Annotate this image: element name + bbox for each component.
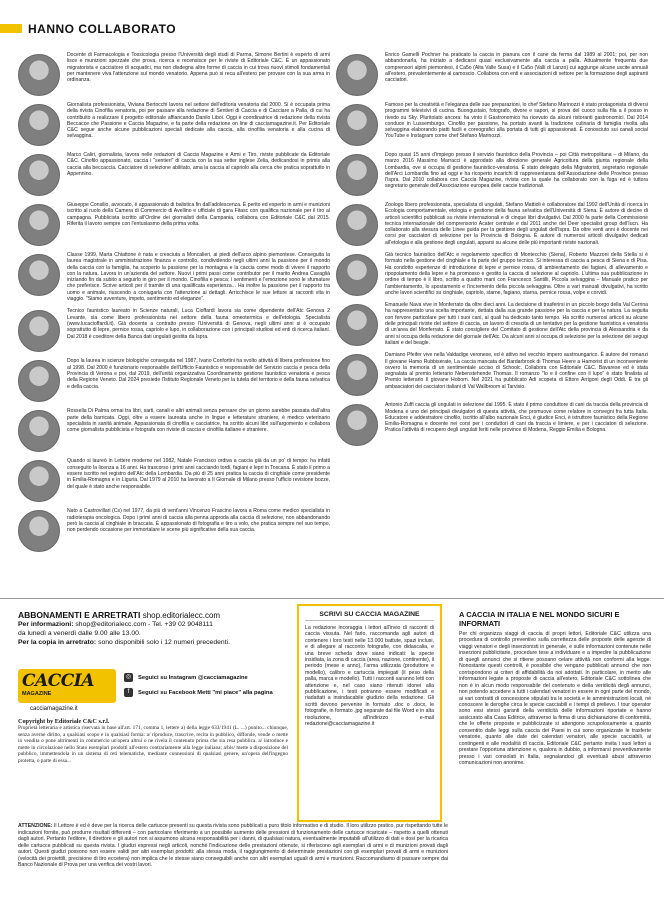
bio-text: Già tecnico faunistico dell'Atc e regolamento specifico di Montecchio (Siena), Roberto Mazzoni della Stella si è formato nella gestione del cinghiale e fa parte del gruppo tecnico. Si interessa di caccia a pesca di Siena e di Pisa. Ha condotto esperienze di introduzione di lepre e pernice rossa, di ambientamento dei fagiani, di allevamento e ripopolamento della lepre e ha promosso e gestito la caccia di selezione al capriolo. L'ultima sua pubblicazione in ordine di tempo è il libro, scritto a quattro mani con Francesco Santilli, Piccola selvaggina – Manuale pratico per l'ambientamento, lo spostamento e l'incremento della piccola selvaggina. Oltre a vari manuali divulgativi, ha scritto anche lavori scientifici su cinghiale, capriolo, starne, fagiano, starna, pernice rossa, volpe e corvidi. bbox=[385, 252, 648, 296]
arretrato-label: Per la copia in arretrato: bbox=[18, 639, 97, 646]
bio-text: Marco Caliri, giornalista, lavora nelle redazioni di Caccia Magazine e Armi e Tiro, riviste pubblicate da Editoriale C&C. Cinofilo appassionato, caccia i "sentieri" di caccia con la sua setter inglese Zelia, dedicandosi in primis alla caccia alla beccaccia. Cacciatore di selezione abilitato, ama la caccia al capriolo alla cerca che pratica soprattutto in Appennino. bbox=[67, 152, 330, 177]
disclaimer-body: Il Lettore è ed è deve per la ricerca delle cartucce presenti su questa rivista sono pubblicati a puro titolo informativo e di studio. Il loro utilizzo pratico, pur rispettando tutte le indicazioni fornite, può produrre risultati differenti – con particolare riferimento a un possibile aumento delle pressioni di funzionamento delle cartucce ricaricate – rispetto a quelli ottenuti dagli autori. Pertanto l'editore, il direttore e gli autori non si assumono alcuna responsabilità per i danni, di qualsiasi natura, eventualmente imputabili all'utilizzo di dati e dosi per la ricarica delle cartucce pubblicati su questa rivista. I giudizi espressi negli articoli, nonché l'indicazione delle prestazioni ottenute, si riferiscono agli esemplari di armi e di munizioni provati dagli autori. Questi giudizi possono non essere validi per altri esemplari prodotti: alla stessa moda, il raggiungimento di determinate prestazioni con gli esemplari provati di armi e munizioni (velocità dei proiettili, precisione di tiro eccetera) non implica che le stesse siano conseguibili anche con altri esemplari uguali di armi e munizioni. Raccomandiamo di passare sempre dai Banco Nazionale di Prova per una verifica dei vostri lavori. bbox=[18, 823, 448, 868]
bio-entry bbox=[336, 52, 648, 96]
page-header bbox=[0, 0, 664, 38]
page-title: HANNO COLLABORATO bbox=[28, 22, 177, 36]
contributor-photo bbox=[18, 460, 60, 502]
logo-title: CACCIA bbox=[22, 671, 94, 691]
bio-text: Tecnico faunistico laureato in Scienze naturali, Luca Cioffardi lavora sia come dipendente dell'Atc Genova 2 Levante, sia come libero professionista nel settore della fauna omeotermica e dell'etologia. Specialista (www.lucacioffardi.it). Già docente a contratto presso l'Università di Genova, negli ultimi anni si è occupato soprattutto di lepre, pernice rossa, capriolo e lupo, in collaborazione con i principali studiosi ed enti di ricerca italiani. Dal 2018 è coeditore della Banca dati ungulati gestita da Ispra. bbox=[67, 308, 330, 340]
contributor-photo bbox=[336, 154, 378, 196]
bio-text: Quando si laureò in Lettere moderne nel 1982, Natale Francisco ordiva a caccia già da un po' di tempo: ha infatti conseguito la licenza a 16 anni. Ha trascorso i primi anni cacciando tordi, fagiani e lepri in Toscana. È stato il primo a essere iscritto nel registro dell'Atc della Lombardia. Da più di 25 anni pratica la caccia di cinghiale come presidente in Emilia-Romagna e in Liguria. Dal 1979 al 2010 ha lavorato a Il Giornale di Milano presso l'ufficio revisione bozze, del quale è stato anche responsabile. bbox=[67, 458, 330, 490]
hunting-abroad-text: Per chi organizza viaggi di caccia di propri lettori, Editoriale C&C utilizza una procedura di controllo preventivo sulla correttezza delle proposte delle agenzie di viaggi venatori e degli inserzionisti in generale, e sulle informazioni contenute nelle inserzioni pubblicitarie, procedure tese a individuare e a impedire la pubblicazione di quegli annunci che si ritiene possano celare attività non conformi alla legge. Nonostante questi controlli, è possibile che vengano pubblicati annunci che non corrispondono ai criteri di affidabilità da noi adottati. In particolare, in merito alle informazioni legate a proposte di caccia all'estero, Editoriale C&C sottolinea che non è in alcun modo responsabile del contenuto e della veridicità degli annunci, non potendo accedere a tutti i calendari venatori in essere in ogni parte del mondo, ai vari contratti di concessione stipulati tra le società e le amministrazioni locali, né conoscere le deroghe circa le specie cacciabili e i tempi di prelievo. I tour operator sono essi stessi garanti della veridicità delle informazioni riportate e hanno assicurato alla Casa Editrice, attraverso la firma di una dichiarazione di conformità, che le offerte proposte e pubblicizzate si attengono scrupolosamente a quanto consentito dalle leggi sulla caccia dei Paesi in cui sono organizzate le trasferte venatorie, quanto alle date dei calendari venatori, alle specie cacciabili, ai contingenti e alle modalità di caccia. Editoriale C&C pertanto invita i suoi lettori a prestare l'opportuna attenzione e, qualora in dubbio, a informarsi preventivamente presso i vari consolati in Italia, segnalandoci gli eventuali abusi attraverso comunicazioni non anonime. bbox=[459, 631, 651, 767]
contributor-photo bbox=[18, 510, 60, 552]
contributor-photo bbox=[336, 104, 378, 146]
instagram-link[interactable] bbox=[124, 673, 284, 682]
info-line bbox=[18, 620, 278, 629]
hunting-abroad-block bbox=[459, 610, 651, 767]
instagram-icon: ◎ bbox=[125, 674, 132, 680]
shop-link[interactable]: shop.editorialecc.com bbox=[142, 611, 221, 620]
bio-entry bbox=[336, 352, 648, 396]
info-value[interactable]: shop@editorialecc.com - Tel. +39 02 9048111 bbox=[75, 621, 213, 628]
disclaimer-block bbox=[18, 823, 448, 869]
bio-entry bbox=[336, 402, 648, 446]
bio-entry bbox=[336, 152, 648, 196]
bio-entry bbox=[336, 302, 648, 346]
bio-text: Dopo quasi 15 anni d'impiego presso il servizio faunistico della Provincia – poi Città metropolitana – di Milano, da marzo 2016 Massimo Marracci è approdato alla direzione generale Agricoltura della giunta regionale della Lombardia, ove si occupa di gestione faunistico-venatoria. È stato delegato della Migratoristi, segretario regionale dell'Arci Lombardia fino ad oggi e ha ricoperto incarichi di rappresentanza dell'Associazione delle Province presso l'Ispra. Dal 2010 collabora con Caccia Magazine, rivista con la quale ha collaborato con la fuga ed è tuttora segretario generale dell'Associazione europea delle caccie tradizionali. bbox=[385, 152, 648, 190]
bio-text: Antonio Zuffi caccia gli ungulati in selezione dal 1995. È stato il primo conduttore di cani da traccia della provincia di Modena e uno dei principali divulgatori di questa attività, che promuove come relatore in convegni fra tutta Italia. Educatore e addestratore cinofilo, iscritto all'albo nazionale Enci, è giudice Enci, è istruttore faunistico della Regione Emilia-Romagna e docente nei corsi per i conduttori di cani da traccia e limiere, e per i cacciatori di selezione. Pratica l'attività di recupero degli ungulati feriti nelle province di Modena, Reggio Emilia e Bologna. bbox=[385, 402, 648, 434]
bio-entry bbox=[18, 102, 330, 146]
header-accent-bar bbox=[0, 24, 22, 33]
bio-text: Giuseppe Consilio, avvocato, è appassionato di balistica fin dall'adolescenza. È perito ed esperto in armi e munizioni iscritto al ruolo della Camera di Commercio di Avellino e ufficiale di gara Fitasc con qualifica nazionale per il tiro al campagna. Pubblicista iscritto all'Ordine dei giornalisti della Campania, collabora con Editoriale C&C dal 2015. Riferita il lavoro sempre con l'entusiasmo della prima volta. bbox=[67, 202, 330, 227]
write-for-us-text: La redazione incoraggia i lettori all'invio di racconti di caccia vissuta. Nel farlo, raccomanda agli autori di contenere i loro testi nelle 13.000 battute, spazi inclusi, e di allegare al racconto fotografie, con didascalia, e una breve scheda dove siano indicati: la specie insidiata, la zona di caccia (area, nazione, continente), il periodo (mese e anno), l'arma utilizzata (produttore e modello), calibro e cartuccia impiegati (il peso della palla, marca e modello). Tutti i racconti saranno letti con attenzione e, nel caso siano ritenuti idonei alla pubblicazione, i testi potranno essere modificati e riadattati a insindacabile giudizio della redazione. Gli scritti devono pervenire in formato .doc o .docx, le fotografie, in formato .jpg separate dal file Word e in alta risoluzione, all'indirizzo e-mail redazione@cacciamagazine.it bbox=[305, 625, 434, 728]
disclaimer-label: ATTENZIONE: bbox=[18, 823, 53, 829]
disclaimer-text bbox=[18, 823, 448, 869]
social-links bbox=[124, 673, 284, 703]
bio-text: Enrico Gamelli Pochner ha praticato la caccia in pianura con il cane da ferma dal 1989 al 2001; poi, per non abbandonarla, ha iniziato a dedicarsi quasi esclusivamente alla caccia a palla. Attualmente frequenta due comprensori alpini piemontesi, il Ca5o (Alta Valle Susa) e il Ca5o (Valli di Lanzo) cui aggiunge alcune uscite annuali all'estero, prevalentemente al camoscio. Collabora con enti e associazioni di settore per la formazione degli aspiranti cacciatori. bbox=[385, 52, 648, 84]
logo-subtitle: MAGAZINE bbox=[22, 691, 52, 697]
bio-text: Emanuele Nava vive in Monferrato da oltre dieci anni. La decisione di trasferirsi in un piccolo borgo della Val Cerrina ha rappresentato una scelta importante, dettata dalla sua grande passione per la caccia e per la natura. La seguita con fervore particolare per tutti i suoi cani, ai quali ha dedicato tanto tempo. Ha scritto numerosi articoli su alcune delle principali riviste del settore di caccia, un lavoro di crescita di un tentativo per la gestione faunistica e venatoria di un'area del Monferrato. È stato consigliere del Comitato di gestione dell'Atc della provincia di Alessandria e da anni si occupa della redazione del giornale dell'Atc. Da alcuni anni si occupa di selezione per la selezione dei segugi italiani e del beagle. bbox=[385, 302, 648, 346]
contributor-photo bbox=[336, 204, 378, 246]
contributor-photo bbox=[18, 104, 60, 146]
copyright-text: Proprietà letteraria e artistica riservata in base all'art. 171, comma 1, lettere a) della legge 633/1941 (L. ...) punito... chiunque, senza averne diritto, a qualsiasi scopo e in qualsiasi forma: a/ riproduce, trascrive, recita in pubblico, diffonde, vende o mette in vendita o pone altrimenti in commercio un'opera altrui o ne rivela il contenuto prima che sia resa pubblica. a/ introduce e mette in circolazione nello Stato esemplari prodotti all'estero contrariamente alla legge italiana; a/bis/ mette a disposizione del pubblico, immettendola in un sistema di reti telematiche, mediante connessioni di qualsiasi genere, un'opera dell'ingegno protetta, o parte di essa... bbox=[18, 725, 288, 764]
bio-text: Nato a Castrovillari (Cs) nel 1977, da più di vent'anni Vincenzo Frascino lavora a Roma come medico specialista in radioterapia oncologica. Dopo i primi anni di caccia alla penna approda alla caccia di selezione, non abbandonando però la caccia al cinghiale in braccata. È appassionato di fotografia e tiro a volo, che pratica sempre nel suo tempo, non perdendo occasione per immortalare le scene più significative della sua caccia. bbox=[67, 508, 330, 534]
bio-entry bbox=[18, 252, 330, 302]
bio-entry bbox=[18, 408, 330, 452]
left-bio-column bbox=[18, 52, 330, 558]
facebook-link[interactable] bbox=[124, 688, 284, 697]
contributor-photo bbox=[336, 54, 378, 96]
bio-text: Rossella Di Palma ormai tra libri, sarti, canali e altri animali senza pensare che un giorno sarebbe passata dall'altra parte della barricata. Oggi, oltre a essere laureata anche in lingue e letterature straniere, è medico veterinario specialista in sanità animale. Appassionata di cinofilia e cacciatrice, ha scritto alcuni libri sull'argomento e collabora come giornalista pubblicista e fotografa con riviste di caccia e cinofilia italiane e straniere. bbox=[67, 408, 330, 434]
copyright-title: Copyright by Editoriale C&C s.r.l. bbox=[18, 718, 110, 725]
contributor-photo bbox=[336, 304, 378, 346]
bio-text: Classe 1999, Marta Chiattone è nata e cresciuta a Moncalieri, ai piedi dell'arco alpino piemontese. Conseguita la laurea magistrale in amministrazione finanza e controllo, condividendo negli ultimi anni la passione per il mondo della caccia con la famiglia, ha scoperto la passione per la montagna e la caccia come modo di vivere il rapporto con la natura. Lavora in un'azienda del settore. Nuovi i primi passi come contributor per il marito Andrea Cavaglià iniziando fin da subito a seguirlo in giro per il mondo. Cinofilia e pesca: i sentimenti e l'emozione sono le sfumature che preferisce. Scrive articoli per il tramite di una qualificata esperienza... Ha inoltre la passione per il rapporto tra uomo e animale, riuscendo a coniugarla con l'attenzione ai dettagli. Arricchisce le sue letture ai racconti vita in viaggio. "Siamo avventure, impeto, sentimento ed eleganze". bbox=[67, 252, 330, 303]
bio-text: Zoologo libero professionista, specialista di ungulati, Stefano Mattioli è collaboratore dal 1992 dell'Unità di ricerca in Ecologia comportamentale, etologia e gestione della fauna selvatica dell'Università di Siena. È autore di decine di articoli scientifici pubblicati su riviste internazionali e di cinque libri divulgativi. Dal 2000 fa parte della Commissione tecnica internazionale del comprensorio Acater centrale e dal 2011 anche del Deer specialist group dell'Iucn. Ha collaborato alla stesura delle Linee guida per la gestione degli ungulati dell'Ispra. Da oltre venti anni è docente nei corsi per cacciatori di selezione per la Provincia di Bologna. È autore di numerosi articoli divulgativi dedicati all'etologia e alla gestione degli ungulati, apparsi su alcune delle più importanti riviste nazionali. bbox=[385, 202, 648, 246]
contributor-photo bbox=[336, 404, 378, 446]
bio-entry bbox=[336, 252, 648, 296]
website-link[interactable]: cacciamagazine.it bbox=[30, 706, 78, 712]
bio-entry bbox=[336, 202, 648, 246]
contributor-photo bbox=[18, 54, 60, 96]
subscriptions-heading: ABBONAMENTI E ARRETRATI bbox=[18, 610, 141, 620]
subscriptions-block bbox=[18, 610, 278, 647]
contributor-photo bbox=[18, 154, 60, 196]
bio-text: Giornalista professionista, Viviana Bertocchi lavora nel settore dell'editoria venatoria dal 2000. Si è occupata prima della rivista Cinofilia venatoria, poi per passare alla redazione di Sentieri di Caccia e di Cacciare a Palla, di cui ha contribuito a realizzare il progetto editoriale affiancando Danilo Liboi. Oggi è coordinatrice di redazione della rivista Beccacce che Passione e Caccia Magazine, e fa parte della redazione on line di cacciamagazine.it. Per Editoriale C&C segue anche alcune pubblicazioni speciali dedicate alla caccia, alla cinofilia venatoria e alla cucina di selvaggina. bbox=[67, 102, 330, 140]
footer-divider bbox=[0, 598, 664, 599]
caccia-magazine-logo bbox=[18, 669, 116, 703]
bio-entry bbox=[18, 358, 330, 402]
subscriptions-title bbox=[18, 610, 278, 620]
contributor-photo bbox=[18, 204, 60, 246]
bio-entry bbox=[18, 508, 330, 552]
hunting-abroad-title: A CACCIA IN ITALIA E NEL MONDO SICURI E INFORMATI bbox=[459, 610, 620, 628]
instagram-text: Seguici su Instagram @cacciamagazine bbox=[138, 674, 248, 681]
bio-entry bbox=[336, 102, 648, 146]
facebook-icon: f bbox=[124, 688, 133, 697]
bio-entry bbox=[18, 308, 330, 352]
contributor-photo bbox=[336, 354, 378, 396]
bio-entry bbox=[18, 52, 330, 96]
contributor-photo bbox=[18, 254, 60, 296]
bio-text: Docente di Farmacologia e Tossicologia presso l'Università degli studi di Parma, Simone Bertini è esperto di armi lisce e munizioni spezzate che prova, ricerca e recensisce per le riviste di Editoriale C&C. È un appassionato migratorista e cacciatore di acquatici, ma non disdegna altre forme di caccia in cui trova nuovi stimoli fondamentali per mantenere viva l'attenzione sul mondo venatorio. Appena può si reca all'estero per provare con la sua arma in ordinanza. bbox=[67, 52, 330, 84]
bio-entry bbox=[18, 458, 330, 502]
bio-text: Damiano Pfeifer vive nella Valdadige veronese, ed è attivo nel vecchio impero austroungarico. È autore dei romanzi Il giovane Hamo Rubbiserate, La caccia mancata del Bardarbrook di Thomas Heere a Hamorist di un inconveniente ovvero la memoria di un sentimentale ucciso di Schoolc. Collabora con Editoriale C&C. Bavarese ed è stata segnalata al premio letterario Nebenstehende Thomas. Il romanzo "Io e il confine con il lupo" è stato finalista al Premio letterario Il giovane Hoborn. Nel 2021 ha pubblicato Adi scopeta di Ettore Arrigoni degli Oddi. È tra gli ambasciatori dei cacciatori italiani di Val Wallbroom al Tarvisio. bbox=[385, 352, 648, 390]
copyright-block bbox=[18, 718, 288, 765]
bio-entry bbox=[18, 202, 330, 246]
info-label: Per informazioni: bbox=[18, 621, 74, 628]
contributor-photo bbox=[18, 410, 60, 452]
contributor-photo bbox=[18, 360, 60, 402]
bio-entry bbox=[18, 152, 330, 196]
arretrato-value: sono disponibili solo i 12 numeri precedenti. bbox=[98, 639, 230, 646]
right-bio-column bbox=[336, 52, 648, 452]
bio-text: Dopo la laurea in scienze biologiche conseguita nel 1987, Ivano Confortini ha svolto attività di libera professione fino al 1998. Dal 2000 è funzionario responsabile dell'Ufficio Faunistico e responsabile del Servizio caccia e pesca della Provincia di Verona e poi, dal 2019, dell'unità organizzativa Coordinamento gestione faunistico venatoria e pesca della Regione Veneto. Dal 2024 presiede l'Istituto Regionale Veneto per la tutela del territorio e della fauna selvatica e della caccia. bbox=[67, 358, 330, 390]
write-for-us-box bbox=[297, 604, 442, 822]
write-for-us-title: SCRIVI SU CACCIA MAGAZINE bbox=[305, 611, 434, 621]
hours-line: da lunedì a venerdì dalle 9.00 alle 13.00. bbox=[18, 630, 141, 637]
bio-text: Famoso per la creatività e l'eleganza delle sue preparazioni, lo chef Stefano Marinozzi è stato protagonista di diversi programmi televisivi di cucina. Buongustaio, fotografo, divore e sapori, si prova del cuoco sulla fila a il posso in rivedo su Sky. Pluritolato ancora: ha vinto il Gastronomico ha ricevuto da alcuni ristoranti gastronomici. Dal 2014 conduce in Lussemburgo. Cinofilo per passione, ha portato avanti la tradizione culinaria di famiglia rivolta alla selvaggina elaborando piatti facili e coreografici alla portata di tutti gli appassionati. È conosciuto sui canali social YouTube e Instagram come chef Stefano Marinozzi. bbox=[385, 102, 648, 140]
contributor-photo bbox=[336, 254, 378, 296]
contributor-photo bbox=[18, 310, 60, 352]
facebook-text: Seguici su Facebook Metti "mi piace" alla pagina bbox=[138, 689, 273, 696]
arretrato-line bbox=[18, 638, 278, 647]
